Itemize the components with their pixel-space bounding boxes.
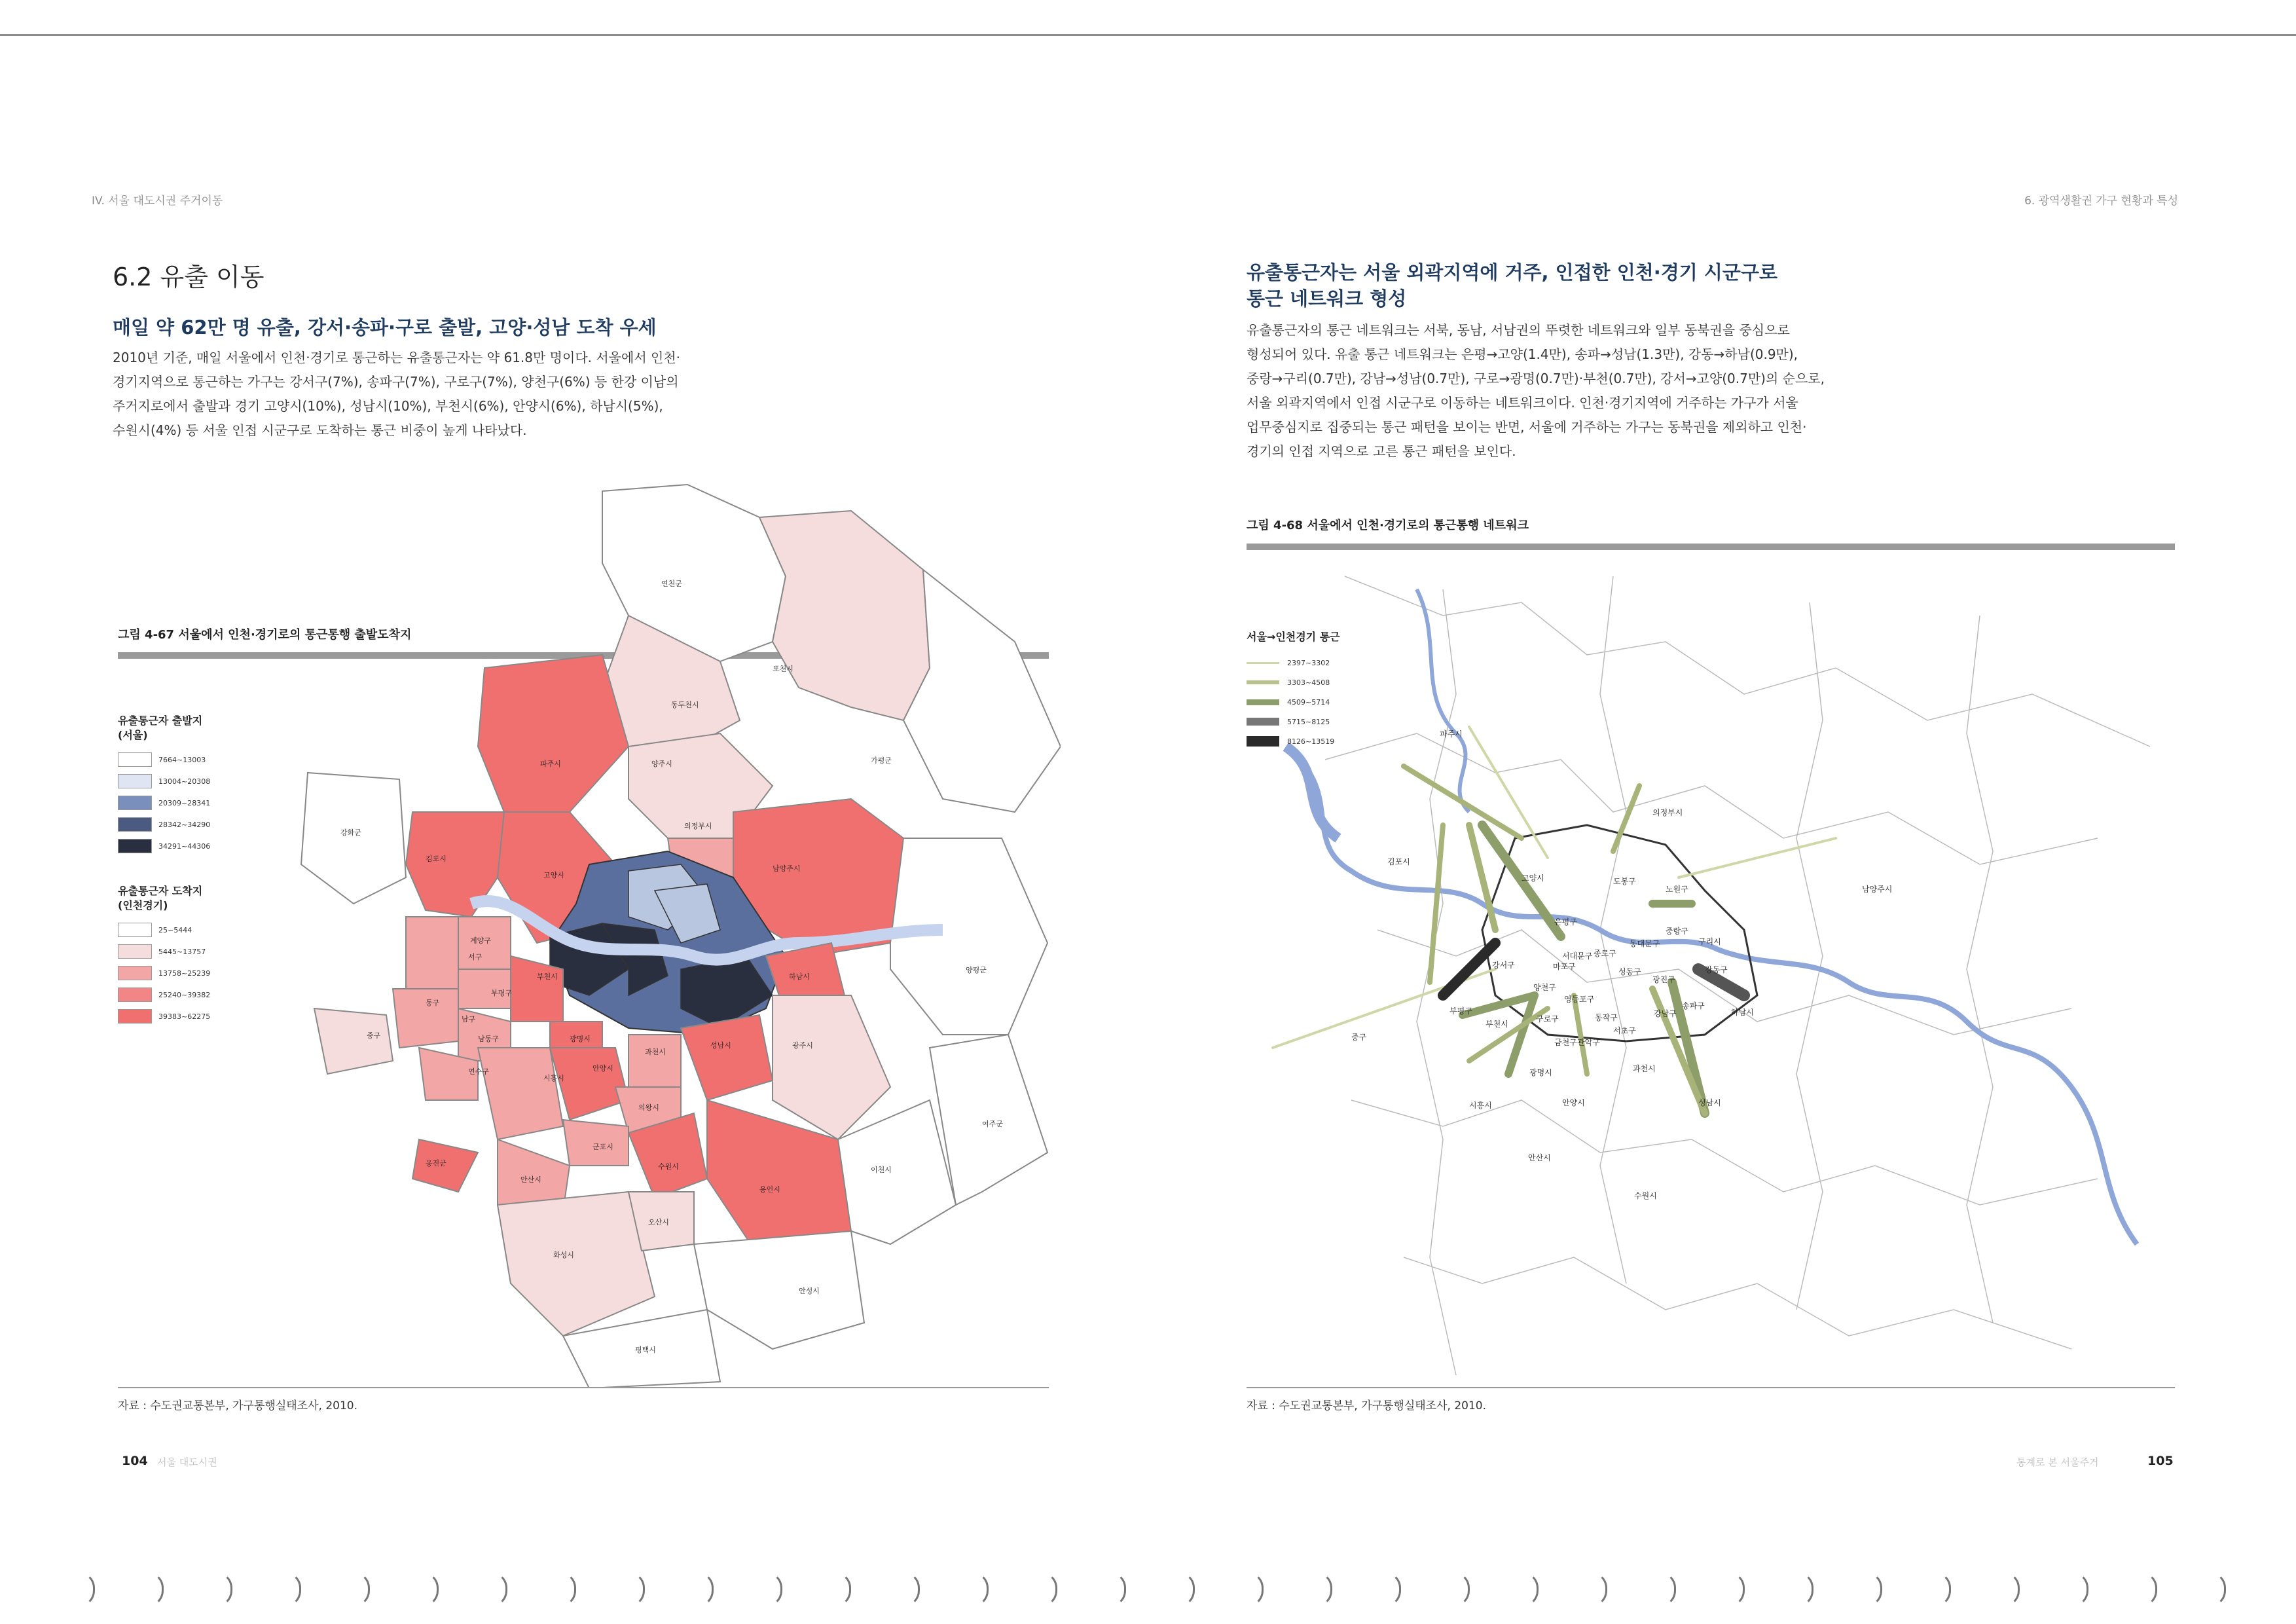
right-subtitle <box>1247 259 1777 312</box>
ring-icon <box>1453 1572 1470 1607</box>
right-bottom-rule <box>1247 1387 2175 1388</box>
map-label: 안양시 <box>592 1064 613 1073</box>
map-label: 동두천시 <box>671 701 699 709</box>
region-gwangju <box>773 995 890 1139</box>
map-label: 연천군 <box>661 580 682 588</box>
left-page-meta: 서울 대도시권 <box>157 1456 217 1468</box>
legend-origin-title: 유출통근자 출발지(서울) <box>118 714 203 741</box>
map-label: 강서구 <box>1492 961 1515 970</box>
map-label: 김포시 <box>426 855 446 863</box>
map-label: 남양주시 <box>1862 885 1893 894</box>
ring-icon <box>216 1572 232 1607</box>
right-body <box>1247 318 1875 464</box>
map-label: 파주시 <box>540 760 561 768</box>
legend-swatch <box>118 944 152 959</box>
map-label: 고양시 <box>543 871 564 879</box>
map-label: 의정부시 <box>1652 808 1683 817</box>
legend-swatch <box>118 817 152 832</box>
ring-icon <box>560 1572 576 1607</box>
ring-icon <box>354 1572 370 1607</box>
map-label: 성동구 <box>1618 967 1641 976</box>
region-hwaseong <box>498 1192 655 1336</box>
ring-icon <box>766 1572 782 1607</box>
legend-label: 5445~13757 <box>158 947 206 956</box>
legend-line <box>1247 662 1279 664</box>
legend-label: 34291~44306 <box>158 841 211 851</box>
ring-icon <box>1728 1572 1745 1607</box>
map-label: 의정부시 <box>684 822 712 830</box>
map-label: 성남시 <box>710 1041 731 1050</box>
map-label: 강남구 <box>1654 1009 1677 1018</box>
ring-icon <box>1316 1572 1332 1607</box>
left-source: 자료 : 수도권교통본부, 가구통행실태조사, 2010. <box>118 1399 357 1412</box>
legend-swatch <box>118 752 152 767</box>
map-label: 연수구 <box>468 1067 489 1076</box>
region-paju <box>478 655 629 812</box>
left-choropleth-map <box>262 471 1061 1388</box>
region-anyang <box>550 1048 629 1120</box>
right-body-line: 유출통근자의 통근 네트워크는 서북, 동남, 서남권의 뚜렷한 네트워크와 일부 동북권을 중심으로 <box>1247 322 1790 338</box>
map-label: 이천시 <box>871 1166 892 1174</box>
map-label: 양주시 <box>651 760 672 768</box>
map-label: 수원시 <box>1634 1191 1657 1200</box>
legend-item <box>1247 714 1340 729</box>
right-source: 자료 : 수도권교통본부, 가구통행실태조사, 2010. <box>1247 1399 1486 1412</box>
left-figure-title: 그림 4-67 서울에서 인천·경기로의 통근통행 출발도착지 <box>118 628 412 642</box>
map-label: 평택시 <box>635 1346 656 1354</box>
right-figure-rule <box>1247 544 2175 550</box>
left-page-number: 104 <box>122 1454 148 1468</box>
ring-icon <box>1247 1572 1264 1607</box>
region-anseong <box>694 1231 864 1349</box>
map-label: 동구 <box>426 999 440 1007</box>
region-incheon-south <box>393 989 458 1048</box>
map-label: 서대문구 <box>1562 951 1593 961</box>
map-label: 계양구 <box>470 936 491 945</box>
flow-namyangju <box>1679 838 1836 877</box>
network-legend-title: 서울→인천경기 통근 <box>1247 631 1340 643</box>
map-label: 용인시 <box>759 1185 780 1194</box>
map-label: 안산시 <box>520 1175 541 1184</box>
binding-rings <box>0 1572 2296 1611</box>
left-body-line: 경기지역으로 통근하는 가구는 강서구(7%), 송파구(7%), 구로구(7%), 양천구(6%) 등 한강 이남의 <box>113 374 679 390</box>
boundary-lines <box>1325 576 2150 1375</box>
map-label: 안성시 <box>799 1287 820 1295</box>
right-subtitle-line: 통근 네트워크 형성 <box>1247 287 1407 310</box>
region-junggu <box>314 1008 393 1074</box>
ring-icon <box>1660 1572 1676 1607</box>
map-label: 군포시 <box>592 1143 613 1151</box>
ring-icon <box>147 1572 164 1607</box>
right-subtitle-line: 유출통근자는 서울 외곽지역에 거주, 인접한 인천·경기 시군구로 <box>1247 261 1777 284</box>
legend-swatch <box>118 839 152 853</box>
legend-item <box>118 987 216 1003</box>
legend-item <box>118 965 216 981</box>
legend-dest-title: 유출통근자 도착지(인천경기) <box>118 885 203 912</box>
right-body-line: 중랑→구리(0.7만), 강남→성남(0.7만), 구로→광명(0.7만)·부천(0.7만), 강서→고양(0.7만)의 순으로, <box>1247 371 1825 386</box>
legend-item <box>118 1008 216 1024</box>
map-label: 중랑구 <box>1666 927 1688 936</box>
legend-line <box>1247 718 1279 726</box>
legend-label: 25~5444 <box>158 925 192 934</box>
legend-label: 4509~5714 <box>1287 697 1330 707</box>
legend-line <box>1247 699 1279 705</box>
map-label: 가평군 <box>871 756 892 765</box>
map-label: 강동구 <box>1705 965 1728 974</box>
ring-icon <box>2003 1572 2020 1607</box>
right-body-line: 업무중심지로 집중되는 통근 패턴을 보이는 반면, 서울에 거주하는 가구는 동북권을 제외하고 인천· <box>1247 419 1807 435</box>
legend-label: 5715~8125 <box>1287 717 1330 726</box>
map-label: 중구 <box>1351 1033 1367 1042</box>
legend-item <box>1247 694 1340 710</box>
ring-icon <box>835 1572 851 1607</box>
map-label: 광명시 <box>1529 1068 1552 1077</box>
map-label: 부평구 <box>1449 1006 1472 1016</box>
map-label: 광명시 <box>570 1035 591 1043</box>
map-label: 포천시 <box>773 665 793 673</box>
network-legend <box>1247 630 1340 753</box>
map-label: 서초구 <box>1613 1026 1636 1035</box>
legend-line <box>1247 680 1279 684</box>
left-body-line: 수원시(4%) 등 서울 인접 시군구로 도착하는 통근 비중이 높게 나타났다. <box>113 422 527 438</box>
right-network-map <box>1247 563 2176 1382</box>
ring-icon <box>79 1572 95 1607</box>
map-label: 시흥시 <box>543 1074 564 1082</box>
right-running-head: 6. 광역생활권 가구 현황과 특성 <box>2024 194 2178 208</box>
map-label: 관악구 <box>1577 1038 1600 1047</box>
map-label: 여주군 <box>982 1120 1003 1128</box>
legend-swatch <box>118 987 152 1002</box>
right-body-line: 경기의 인접 지역으로 고른 통근 패턴을 보인다. <box>1247 443 1516 459</box>
legend-item <box>118 944 216 959</box>
legend-item <box>1247 655 1340 671</box>
map-label: 광진구 <box>1652 975 1675 984</box>
ring-icon <box>1385 1572 1401 1607</box>
legend-swatch <box>118 796 152 810</box>
map-label: 과천시 <box>645 1048 666 1056</box>
ring-icon <box>1178 1572 1195 1607</box>
left-subtitle: 매일 약 62만 명 유출, 강서·송파·구로 출발, 고양·성남 도착 우세 <box>113 316 657 339</box>
ring-icon <box>1522 1572 1539 1607</box>
map-label: 마포구 <box>1553 962 1576 971</box>
left-bottom-rule <box>118 1387 1049 1388</box>
legend-label: 3303~4508 <box>1287 678 1330 687</box>
map-label: 오산시 <box>648 1218 669 1227</box>
map-label: 양천구 <box>1533 983 1556 992</box>
ring-icon <box>629 1572 645 1607</box>
region-gwacheon <box>629 1035 681 1087</box>
map-label: 노원구 <box>1666 885 1688 894</box>
map-label: 남양주시 <box>773 864 801 873</box>
region-seogu <box>406 917 458 989</box>
right-figure-title: 그림 4-68 서울에서 인천·경기로의 통근통행 네트워크 <box>1247 519 1529 532</box>
map-label: 수원시 <box>658 1162 679 1171</box>
map-label: 파주시 <box>1440 729 1463 739</box>
map-label: 하남시 <box>789 972 810 981</box>
region-siheung <box>478 1048 563 1139</box>
legend-item <box>118 795 210 811</box>
legend-swatch <box>118 1009 152 1024</box>
ring-icon <box>1797 1572 1813 1607</box>
ring-icon <box>1935 1572 1951 1607</box>
right-body-line: 형성되어 있다. 유출 통근 네트워크는 은평→고양(1.4만), 송파→성남(1.3만), 강동→하남(0.9만), <box>1247 346 1798 362</box>
legend-origin <box>118 714 210 860</box>
ring-icon <box>285 1572 301 1607</box>
map-label: 강화군 <box>340 828 361 837</box>
legend-item <box>118 922 216 938</box>
ring-icon <box>422 1572 439 1607</box>
ring-icon <box>1041 1572 1057 1607</box>
map-label: 종로구 <box>1594 949 1616 958</box>
map-label: 의왕시 <box>638 1103 659 1112</box>
legend-item <box>118 773 210 789</box>
ring-icon <box>1866 1572 1882 1607</box>
right-page-number: 105 <box>2147 1454 2174 1468</box>
map-label: 남동구 <box>478 1035 499 1043</box>
map-label: 금천구 <box>1554 1038 1577 1047</box>
legend-swatch <box>118 966 152 980</box>
legend-label: 8126~13519 <box>1287 737 1335 746</box>
map-label: 부천시 <box>537 972 558 981</box>
ring-icon <box>972 1572 989 1607</box>
map-label: 은평구 <box>1554 917 1577 927</box>
river-estuary <box>1286 747 1338 838</box>
map-label: 광주시 <box>792 1041 813 1050</box>
right-page-meta: 통계로 본 서울주거 <box>2016 1456 2099 1468</box>
flow-paju <box>1469 727 1548 858</box>
ring-icon <box>491 1572 507 1607</box>
region-ganghwa <box>301 773 406 904</box>
legend-item <box>1247 674 1340 690</box>
legend-label: 13758~25239 <box>158 969 211 978</box>
map-label: 송파구 <box>1682 1001 1705 1010</box>
legend-label: 2397~3302 <box>1287 658 1330 667</box>
ring-icon <box>1110 1572 1126 1607</box>
legend-swatch <box>118 774 152 788</box>
left-body-line: 2010년 기준, 매일 서울에서 인천·경기로 통근하는 유출통근자는 약 61.8만 명이다. 서울에서 인천· <box>113 350 680 365</box>
legend-dest <box>118 884 216 1030</box>
map-label: 동대문구 <box>1630 939 1660 948</box>
left-body <box>113 346 741 443</box>
legend-item <box>1247 733 1340 749</box>
map-label: 고양시 <box>1522 874 1544 883</box>
ring-icon <box>2072 1572 2088 1607</box>
map-label: 옹진군 <box>426 1159 446 1168</box>
flow-anyang <box>1574 995 1587 1074</box>
flow-uijeongbu <box>1613 786 1639 851</box>
seoul-outline <box>1482 825 1757 1041</box>
region-seongnam <box>681 1015 773 1100</box>
legend-item <box>118 817 210 832</box>
right-body-line: 서울 외곽지역에서 인접 시군구로 이동하는 네트워크이다. 인천·경기지역에 거주하는 가구가 서울 <box>1247 395 1798 411</box>
map-label: 부평구 <box>491 989 512 997</box>
ring-icon <box>697 1572 714 1607</box>
map-label: 부천시 <box>1485 1020 1508 1029</box>
legend-label: 28342~34290 <box>158 820 211 829</box>
region-pocheon <box>759 511 930 720</box>
left-running-head: IV. 서울 대도시권 주거이동 <box>92 194 223 208</box>
legend-label: 13004~20308 <box>158 777 211 786</box>
map-label: 하남시 <box>1731 1008 1754 1017</box>
legend-label: 39383~62275 <box>158 1012 211 1021</box>
legend-label: 7664~13003 <box>158 755 206 764</box>
map-label: 안양시 <box>1562 1098 1585 1107</box>
ring-icon <box>2210 1572 2226 1607</box>
left-body-line: 주거지로에서 출발과 경기 고양시(10%), 성남시(10%), 부천시(6%), 안양시(6%), 하남시(5%), <box>113 398 663 414</box>
top-border <box>0 34 2296 36</box>
legend-item <box>118 752 210 767</box>
river-han <box>1299 760 2137 1244</box>
map-label: 시흥시 <box>1469 1101 1492 1110</box>
map-label: 영등포구 <box>1564 995 1595 1004</box>
map-label: 동작구 <box>1595 1013 1618 1022</box>
map-label: 서구 <box>468 953 483 961</box>
map-label: 남구 <box>462 1015 476 1024</box>
map-label: 도봉구 <box>1613 877 1636 886</box>
section-title: 6.2 유출 이동 <box>113 263 264 291</box>
map-label: 김포시 <box>1387 857 1410 866</box>
map-label: 성남시 <box>1698 1098 1721 1107</box>
ring-icon <box>1591 1572 1607 1607</box>
ring-icon <box>903 1572 920 1607</box>
ring-icon <box>2141 1572 2157 1607</box>
map-label: 구리시 <box>1698 937 1721 946</box>
map-label: 화성시 <box>553 1251 574 1259</box>
legend-swatch <box>118 923 152 937</box>
region-gapyeong <box>903 570 1061 812</box>
legend-item <box>118 838 210 854</box>
map-label: 양평군 <box>966 966 987 974</box>
legend-label: 20309~28341 <box>158 798 211 807</box>
legend-label: 25240~39382 <box>158 990 211 999</box>
map-label: 안산시 <box>1528 1153 1551 1162</box>
map-label: 중구 <box>367 1031 381 1040</box>
legend-line <box>1247 736 1279 747</box>
map-label: 과천시 <box>1633 1064 1656 1073</box>
map-label: 구로구 <box>1536 1014 1559 1024</box>
